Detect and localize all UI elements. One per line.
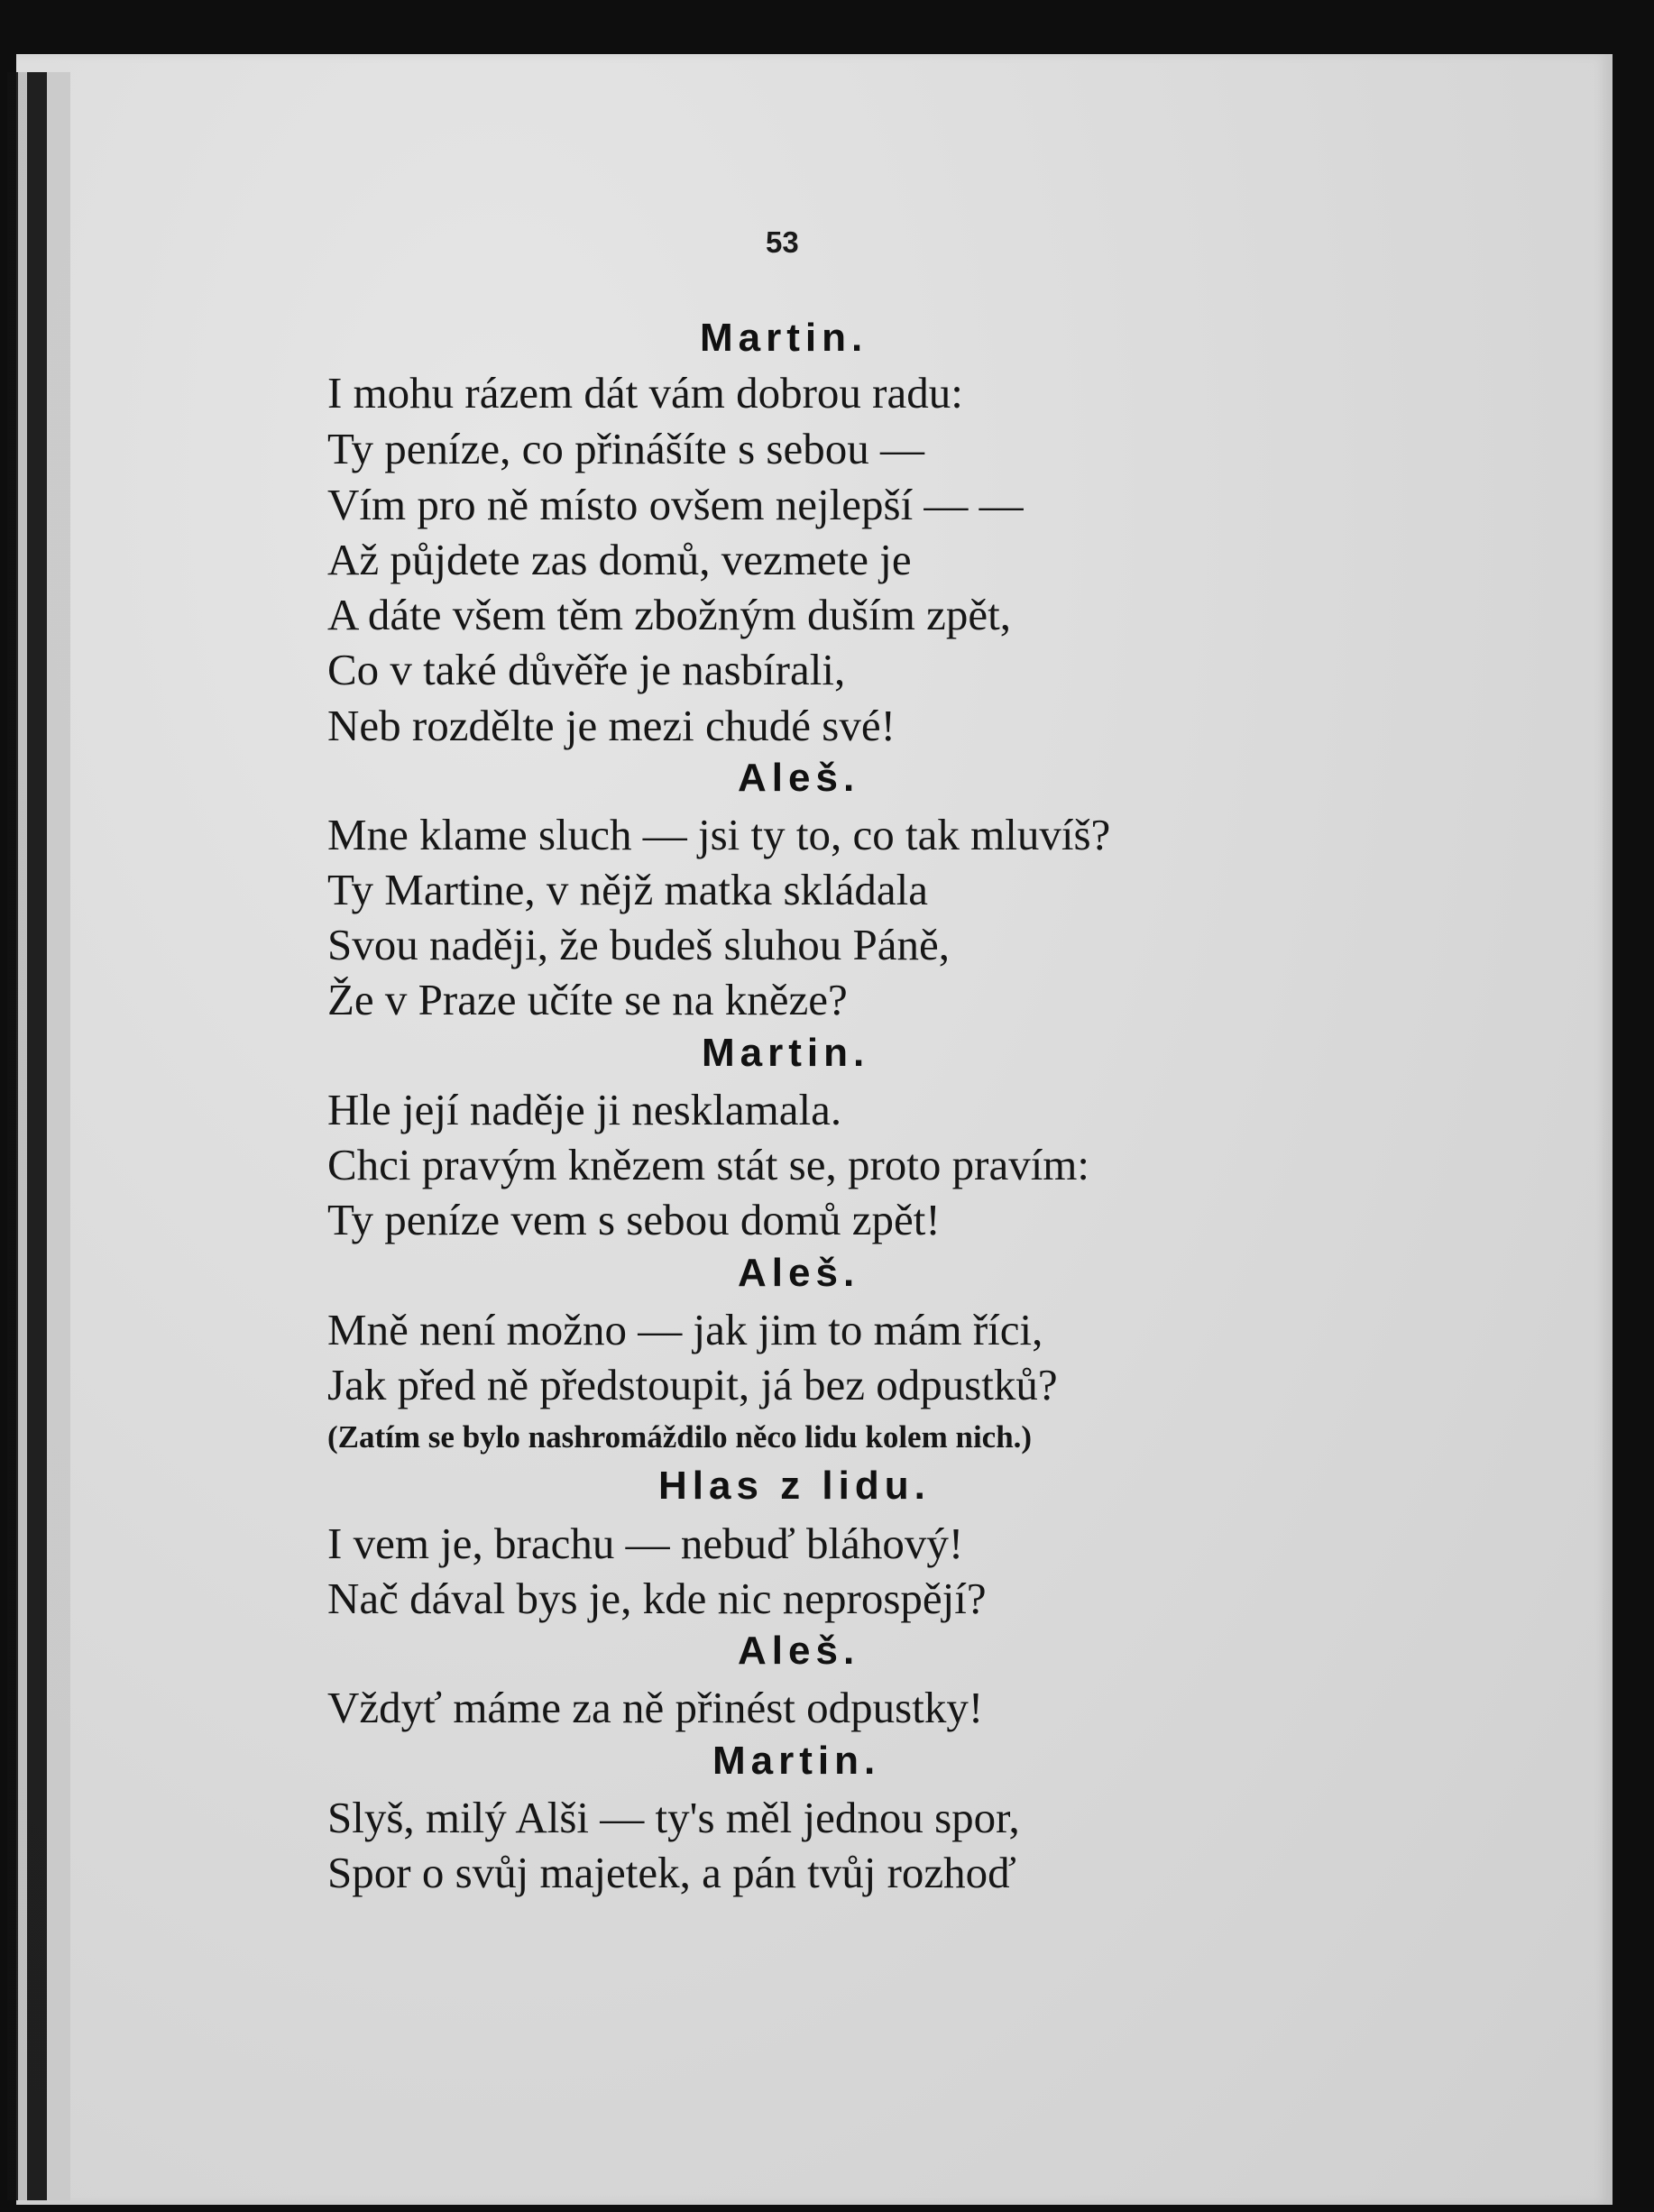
verse-line: Svou naději, že budeš sluhou Páně, [327,920,950,969]
verse-line: Jak před ně předstoupit, já bez odpustků? [327,1360,1058,1409]
speaker-heading: Aleš. [738,1251,860,1295]
verse-line: Hle její naděje ji nesklamala. [327,1085,842,1134]
verse-line: I vem je, brachu — nebuď bláhový! [327,1519,964,1568]
verse-line: I mohu rázem dát vám dobrou radu: [327,368,963,418]
page-binding-edge [7,72,70,2200]
verse-line: Vím pro ně místo ovšem nejlepší — — [327,480,1024,529]
speaker-heading: Aleš. [738,1629,860,1673]
verse-line: Vždyť máme za ně přinést odpustky! [327,1683,984,1732]
verse-line: Až půjdete zas domů, vezmete je [327,535,912,584]
speaker-heading: Hlas z lidu. [658,1464,931,1508]
verse-line: Ty Martine, v nějž matka skládala [327,865,928,914]
verse-line: Že v Praze učíte se na kněze? [327,975,848,1024]
verse-line: Ty peníze vem s sebou domů zpět! [327,1195,941,1244]
speaker-heading: Martin. [702,1031,870,1075]
verse-line: Neb rozdělte je mezi chudé své! [327,701,896,750]
verse-line: Chci pravým knězem stát se, proto pravím: [327,1140,1090,1189]
verse-line: A dáte všem těm zbožným duším zpět, [327,590,1011,639]
speaker-heading: Martin. [700,316,868,360]
speaker-heading: Aleš. [738,756,860,800]
verse-line: Co v také důvěře je nasbírali, [327,645,846,694]
verse-line: Nač dával bys je, kde nic neprospějí? [327,1574,987,1623]
stage-direction: (Zatím se bylo nashromáždilo něco lidu kolem nich.) [327,1419,1033,1455]
verse-line: Spor o svůj majetek, a pán tvůj rozhoď [327,1848,1016,1897]
speaker-heading: Martin. [712,1739,881,1783]
verse-line: Ty peníze, co přinášíte s sebou — [327,424,924,473]
page-number: 53 [766,225,799,259]
verse-line: Slyš, milý Alši — ty's měl jednou spor, [327,1793,1020,1842]
verse-line: Mne klame sluch — jsi ty to, co tak mluvíš? [327,810,1111,859]
verse-line: Mně není možno — jak jim to mám říci, [327,1305,1043,1354]
